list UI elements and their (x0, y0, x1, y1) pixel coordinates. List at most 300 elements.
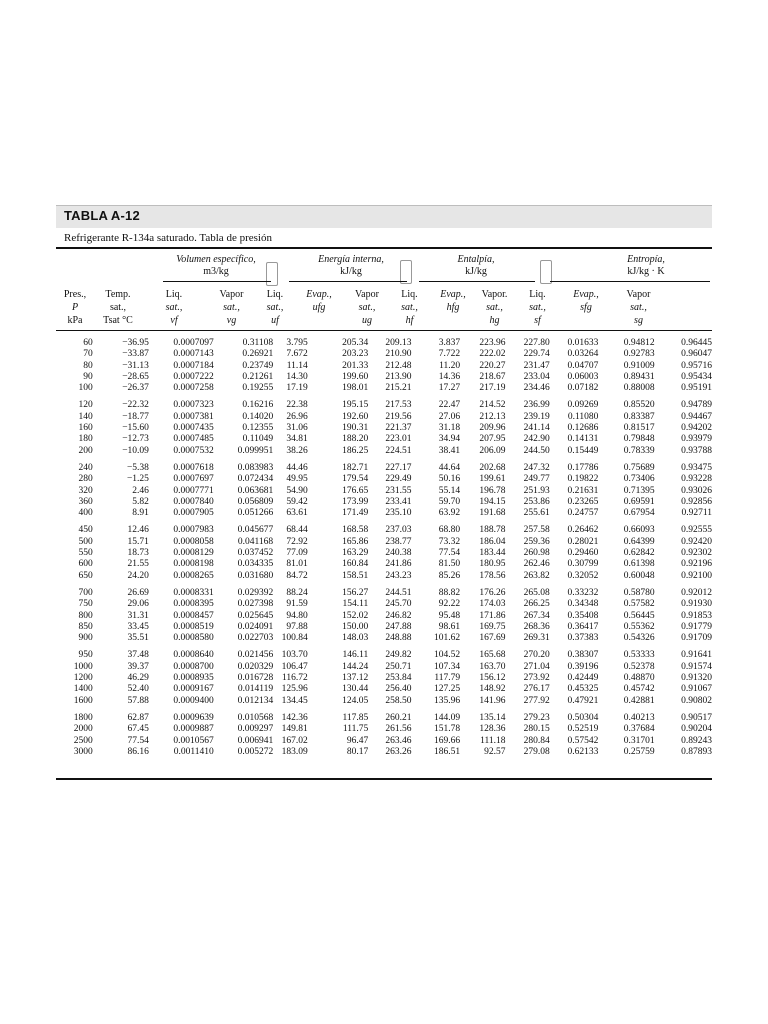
table-cell: 2000 (73, 724, 93, 735)
table-cell: 0.28021 (567, 536, 599, 547)
table-cell: 183.09 (281, 746, 308, 757)
table-cell: 130.44 (342, 684, 369, 695)
table-cell: 0.099951 (237, 445, 274, 456)
table-cell: 148.92 (479, 684, 506, 695)
table-cell: 49.95 (286, 474, 308, 485)
table-cell: 0.91009 (623, 360, 655, 371)
table-cell: 0.81517 (623, 423, 655, 434)
table-cell: 0.69591 (623, 496, 655, 507)
column-header-line: sg (634, 315, 643, 326)
table-cell: 209.13 (385, 338, 412, 348)
table-cell: 116.72 (281, 673, 308, 684)
table-cell: 86.16 (127, 746, 149, 757)
table-cell: 233.04 (523, 371, 550, 382)
table-cell: 0.0007381 (173, 411, 214, 422)
table-cell: 0.19255 (242, 383, 274, 394)
table-cell: 33.45 (127, 621, 149, 632)
table-cell: 156.12 (479, 673, 506, 684)
group-energy-unit: kJ/kg (340, 266, 362, 277)
table-cell: 31.31 (127, 610, 149, 621)
table-cell: 98.61 (438, 621, 461, 632)
table-row (56, 548, 712, 559)
table-cell: 650 (78, 570, 93, 581)
table-cell: 0.93788 (681, 445, 712, 456)
table-cell: 186.04 (479, 536, 506, 547)
table-cell: 190.31 (342, 423, 369, 434)
table-cell: 0.42881 (623, 695, 655, 706)
table-cell: 0.0008331 (173, 587, 214, 598)
table-cell: 97.88 (286, 621, 308, 632)
table-cell: 0.71395 (623, 485, 655, 496)
table-cell: 0.23265 (567, 496, 599, 507)
table-cell: 214.52 (479, 400, 506, 411)
table-cell: 221.37 (385, 423, 412, 434)
table-cell: 244.51 (385, 587, 412, 598)
group-enthalpy-underline (419, 281, 535, 282)
table-subtitle: Refrigerante R-134a saturado. Tabla de presión (64, 232, 272, 244)
table-cell: 38.41 (438, 445, 461, 456)
table-row (56, 559, 712, 570)
table-cell: 29.06 (127, 599, 149, 610)
column-header-line: Tsat °C (103, 315, 133, 326)
table-cell: 151.78 (434, 724, 461, 735)
table-cell: 213.90 (385, 371, 412, 382)
table-cell: 81.50 (438, 559, 461, 570)
table-cell: 165.86 (342, 536, 369, 547)
table-cell: 250.71 (385, 661, 412, 672)
column-header-line: hg (489, 315, 500, 326)
table-cell: 0.52519 (567, 724, 599, 735)
column-header-line: ufg (312, 302, 326, 313)
table-cell: 80.17 (346, 746, 369, 757)
table-cell: 156.27 (342, 587, 369, 598)
table-cell: 107.34 (434, 661, 461, 672)
column-header-8 (432, 288, 474, 314)
table-cell: 205.34 (342, 338, 369, 348)
table-cell: 0.62133 (567, 746, 599, 757)
table-cell: 0.94467 (681, 411, 712, 422)
table-cell: 22.38 (286, 400, 308, 411)
table-cell: 260.21 (385, 712, 412, 723)
table-title-banner (56, 205, 712, 228)
table-cell: 217.53 (385, 400, 412, 411)
table-cell: 0.0008519 (173, 621, 214, 632)
table-row (56, 423, 712, 434)
table-cell: 0.12686 (567, 423, 599, 434)
table-cell: 251.93 (523, 485, 550, 496)
table-cell: 0.89243 (681, 735, 712, 746)
table-cell: 0.92100 (681, 570, 712, 581)
table-cell: 0.0008058 (173, 536, 214, 547)
table-cell: 202.68 (479, 462, 506, 473)
table-cell: 0.73406 (623, 474, 655, 485)
column-header-line: sat., (630, 302, 647, 313)
table-cell: 260.98 (523, 548, 550, 559)
table-cell: 279.23 (523, 712, 550, 723)
column-header-line: P (71, 302, 79, 313)
table-cell: 34.81 (286, 434, 308, 445)
table-cell: 900 (78, 633, 93, 644)
table-cell: 0.30799 (567, 559, 599, 570)
table-cell: 0.26462 (567, 525, 599, 536)
table-cell: 0.94789 (681, 400, 712, 411)
table-cell: 215.21 (385, 383, 412, 394)
table-cell: −15.60 (122, 423, 149, 434)
table-cell: 92.57 (484, 746, 506, 757)
table-cell: 258.50 (385, 695, 412, 706)
table-cell: 0.91641 (681, 650, 712, 661)
table-cell: 149.81 (281, 724, 308, 735)
column-header-3 (204, 288, 259, 327)
data-table (56, 338, 712, 758)
table-cell: −1.25 (126, 474, 149, 485)
table-cell: 0.14020 (242, 411, 274, 422)
table-cell: 0.11080 (567, 411, 599, 422)
table-cell: 111.75 (342, 724, 369, 735)
table-cell: 176.65 (342, 485, 369, 496)
table-cell: 117.85 (342, 712, 369, 723)
table-cell: 111.18 (480, 735, 506, 746)
table-cell: 210.90 (385, 349, 412, 360)
table-cell: 0.0008935 (173, 673, 214, 684)
table-cell: 26.96 (286, 411, 308, 422)
table-row (56, 673, 712, 684)
table-cell: 85.26 (438, 570, 461, 581)
table-cell: 169.66 (434, 735, 461, 746)
table-cell: 67.45 (127, 724, 149, 735)
table-cell: 73.32 (438, 536, 461, 547)
table-cell: −28.65 (122, 371, 149, 382)
table-cell: 11.14 (286, 360, 308, 371)
table-row (56, 588, 712, 599)
table-cell: 106.47 (281, 661, 308, 672)
table-cell: 0.07182 (567, 383, 599, 394)
table-cell: 182.71 (342, 462, 369, 473)
group-entropy-underline (550, 281, 710, 282)
table-cell: 68.80 (438, 525, 461, 536)
table-cell: 0.009297 (237, 724, 274, 735)
table-cell: 0.0007697 (173, 474, 214, 485)
table-cell: 240 (78, 462, 93, 473)
table-cell: 0.029392 (237, 587, 274, 598)
table-cell: 180.95 (479, 559, 506, 570)
table-cell: 70 (83, 349, 93, 360)
table-cell: 0.016728 (237, 673, 274, 684)
table-cell: 0.056809 (237, 496, 274, 507)
table-cell: 0.25759 (623, 746, 655, 757)
group-energy-name: Energía interna, (318, 254, 384, 265)
table-cell: 0.91930 (681, 599, 712, 610)
column-header-line: Vapor (626, 289, 651, 300)
table-cell: 160 (78, 423, 93, 434)
table-cell: 88.24 (286, 587, 308, 598)
table-cell: 160.84 (342, 559, 369, 570)
group-volume-name: Volumen específico, (176, 254, 256, 265)
table-cell: 0.0007323 (173, 400, 214, 411)
table-cell: 212.13 (479, 411, 506, 422)
table-cell: 0.037452 (237, 548, 274, 559)
table-cell: 280.84 (523, 735, 550, 746)
column-header-line: sat., (223, 302, 240, 313)
table-cell: 11.20 (439, 360, 461, 371)
table-cell: 171.49 (342, 508, 369, 519)
table-cell: 0.94812 (623, 338, 655, 348)
table-cell: 209.96 (479, 423, 506, 434)
table-cell: 59.70 (438, 496, 461, 507)
table-cell: 199.61 (479, 474, 506, 485)
table-cell: 125.96 (281, 684, 308, 695)
table-cell: 0.92711 (681, 508, 712, 519)
table-cell: 0.92420 (681, 536, 712, 547)
table-cell: 191.68 (479, 508, 506, 519)
table-row (56, 650, 712, 661)
table-cell: 1600 (73, 695, 93, 706)
table-cell: 96.47 (346, 735, 369, 746)
table-cell: 259.36 (523, 536, 550, 547)
table-cell: 0.93979 (681, 434, 712, 445)
table-cell: 31.06 (286, 423, 308, 434)
table-cell: 0.55362 (623, 621, 655, 632)
table-cell: 0.0007097 (173, 338, 214, 348)
table-cell: 550 (78, 548, 93, 559)
table-cell: 183.44 (479, 548, 506, 559)
table-cell: 320 (78, 485, 93, 496)
table-cell: 0.014119 (237, 684, 274, 695)
table-cell: 220.27 (479, 360, 506, 371)
table-cell: 239.19 (523, 411, 550, 422)
table-row (56, 633, 712, 644)
table-cell: 0.53333 (623, 650, 655, 661)
table-cell: 0.024091 (237, 621, 274, 632)
table-cell: 242.90 (523, 434, 550, 445)
table-cell: 0.19822 (567, 474, 599, 485)
table-title: TABLA A-12 (64, 208, 140, 223)
table-cell: 24.20 (127, 570, 149, 581)
table-cell: 750 (78, 599, 93, 610)
table-cell: 63.92 (438, 508, 461, 519)
table-cell: 0.027398 (237, 599, 274, 610)
table-cell: 212.48 (385, 360, 412, 371)
table-cell: 60 (83, 338, 93, 348)
table-row (56, 474, 712, 485)
table-cell: 223.96 (479, 338, 506, 348)
table-cell: 163.29 (342, 548, 369, 559)
table-cell: 0.61398 (623, 559, 655, 570)
table-cell: 194.15 (479, 496, 506, 507)
table-cell: 0.022703 (237, 633, 274, 644)
table-cell: 245.70 (385, 599, 412, 610)
table-cell: 134.45 (281, 695, 308, 706)
table-cell: −18.77 (122, 411, 149, 422)
table-cell: 39.37 (127, 661, 149, 672)
table-cell: 0.93026 (681, 485, 712, 496)
table-cell: 0.91853 (681, 610, 712, 621)
table-cell: 15.71 (127, 536, 149, 547)
table-cell: 0.0007435 (173, 423, 214, 434)
table-cell: 0.034335 (237, 559, 274, 570)
table-cell: 0.95434 (681, 371, 712, 382)
table-cell: 21.55 (127, 559, 149, 570)
table-cell: 128.36 (479, 724, 506, 735)
table-cell: 227.80 (523, 338, 550, 348)
table-cell: 0.0007840 (173, 496, 214, 507)
table-cell: 268.36 (523, 621, 550, 632)
table-cell: 142.36 (281, 712, 308, 723)
group-volume-underline (163, 281, 271, 282)
table-cell: 263.46 (385, 735, 412, 746)
group-energy-underline (289, 281, 407, 282)
table-cell: 68.44 (286, 525, 308, 536)
table-cell: 135.96 (434, 695, 461, 706)
table-cell: 0.29460 (567, 548, 599, 559)
table-row (56, 537, 712, 548)
table-cell: 0.92196 (681, 559, 712, 570)
table-cell: 249.82 (385, 650, 412, 661)
column-header-line: vg (226, 315, 237, 326)
table-cell: 0.92856 (681, 496, 712, 507)
table-cell: 178.56 (479, 570, 506, 581)
table-cell: 279.08 (523, 746, 550, 757)
table-cell: 0.31108 (242, 338, 274, 348)
column-header-line: sat., (486, 302, 503, 313)
table-cell: 100.84 (281, 633, 308, 644)
table-cell: 196.78 (479, 485, 506, 496)
table-cell: 0.0007143 (173, 349, 214, 360)
table-cell: 0.95716 (681, 360, 712, 371)
table-cell: 88.82 (438, 587, 461, 598)
table-cell: 0.92012 (681, 587, 712, 598)
table-cell: 0.94202 (681, 423, 712, 434)
table-cell: 35.51 (127, 633, 149, 644)
column-header-line: Evap., (440, 289, 466, 300)
table-cell: 280 (78, 474, 93, 485)
table-cell: 0.33232 (567, 587, 599, 598)
table-cell: 63.61 (286, 508, 308, 519)
table-cell: 950 (78, 650, 93, 661)
table-cell: 148.03 (342, 633, 369, 644)
table-cell: 0.96445 (681, 338, 712, 348)
table-cell: −22.32 (122, 400, 149, 411)
table-cell: 50.16 (438, 474, 461, 485)
table-cell: 0.32052 (567, 570, 599, 581)
top-rule (56, 247, 712, 249)
table-cell: 277.92 (523, 695, 550, 706)
group-enthalpy (431, 254, 521, 278)
table-cell: 173.99 (342, 496, 369, 507)
table-cell: 0.0007618 (173, 462, 214, 473)
table-cell: 0.45742 (623, 684, 655, 695)
column-header-line: sf (534, 315, 541, 326)
table-cell: 0.56445 (623, 610, 655, 621)
table-cell: 0.09269 (567, 400, 599, 411)
column-header-1 (92, 288, 144, 327)
table-cell: 270.20 (523, 650, 550, 661)
column-header-line: Liq. (266, 289, 284, 300)
table-cell: 217.19 (479, 383, 506, 394)
table-row (56, 724, 712, 735)
table-cell: 0.06003 (567, 371, 599, 382)
table-cell: 0.31701 (623, 735, 655, 746)
table-row (56, 696, 712, 707)
table-cell: 0.0007771 (173, 485, 214, 496)
table-cell: 0.93475 (681, 462, 712, 473)
table-cell: 163.70 (479, 661, 506, 672)
table-cell: 200 (78, 445, 93, 456)
column-header-0 (58, 288, 92, 327)
table-cell: 117.79 (434, 673, 461, 684)
table-cell: 0.020329 (237, 661, 274, 672)
table-row (56, 611, 712, 622)
table-cell: 241.86 (385, 559, 412, 570)
table-cell: 247.88 (385, 621, 412, 632)
table-cell: 240.38 (385, 548, 412, 559)
table-cell: 140 (78, 411, 93, 422)
table-cell: 0.91320 (681, 673, 712, 684)
table-cell: 54.90 (286, 485, 308, 496)
column-header-line: Liq. (165, 289, 183, 300)
column-header-line: Liq. (401, 289, 418, 300)
table-cell: 18.73 (127, 548, 149, 559)
table-cell: 8.91 (132, 508, 149, 519)
table-cell: 256.40 (385, 684, 412, 695)
table-row (56, 412, 712, 423)
table-cell: 280.15 (523, 724, 550, 735)
table-cell: 0.17786 (567, 462, 599, 473)
table-cell: 188.78 (479, 525, 506, 536)
group-volume (161, 254, 271, 278)
table-cell: 12.46 (127, 525, 149, 536)
table-cell: 231.55 (385, 485, 412, 496)
table-cell: 267.34 (523, 610, 550, 621)
table-cell: 0.91779 (681, 621, 712, 632)
table-cell: 137.12 (342, 673, 369, 684)
table-cell: 0.39196 (567, 661, 599, 672)
table-cell: 0.0009167 (173, 684, 214, 695)
table-cell: 186.25 (342, 445, 369, 456)
table-cell: 0.79848 (623, 434, 655, 445)
table-cell: 273.92 (523, 673, 550, 684)
table-cell: 0.91067 (681, 684, 712, 695)
table-cell: 154.11 (342, 599, 369, 610)
table-cell: 257.58 (523, 525, 550, 536)
table-cell: 0.005272 (237, 746, 274, 757)
table-cell: 237.03 (385, 525, 412, 536)
table-cell: 27.06 (438, 411, 461, 422)
group-entropy-unit: kJ/kg · K (627, 266, 665, 277)
table-cell: 229.49 (385, 474, 412, 485)
table-cell: 0.60048 (623, 570, 655, 581)
table-cell: 103.70 (281, 650, 308, 661)
table-cell: 0.62842 (623, 548, 655, 559)
table-cell: 7.722 (438, 349, 461, 360)
table-cell: −10.09 (122, 445, 149, 456)
table-cell: 31.18 (438, 423, 461, 434)
table-cell: 0.0007983 (173, 525, 214, 536)
table-cell: 171.86 (479, 610, 506, 621)
table-row (56, 497, 712, 508)
table-cell: 3000 (73, 746, 93, 757)
table-cell: 180 (78, 434, 93, 445)
table-cell: 700 (78, 587, 93, 598)
table-cell: 17.19 (286, 383, 308, 394)
table-cell: 0.0008640 (173, 650, 214, 661)
table-row (56, 662, 712, 673)
table-cell: 144.24 (342, 661, 369, 672)
table-cell: 168.58 (342, 525, 369, 536)
table-cell: 238.77 (385, 536, 412, 547)
table-row (56, 361, 712, 372)
column-header-4 (259, 288, 291, 327)
